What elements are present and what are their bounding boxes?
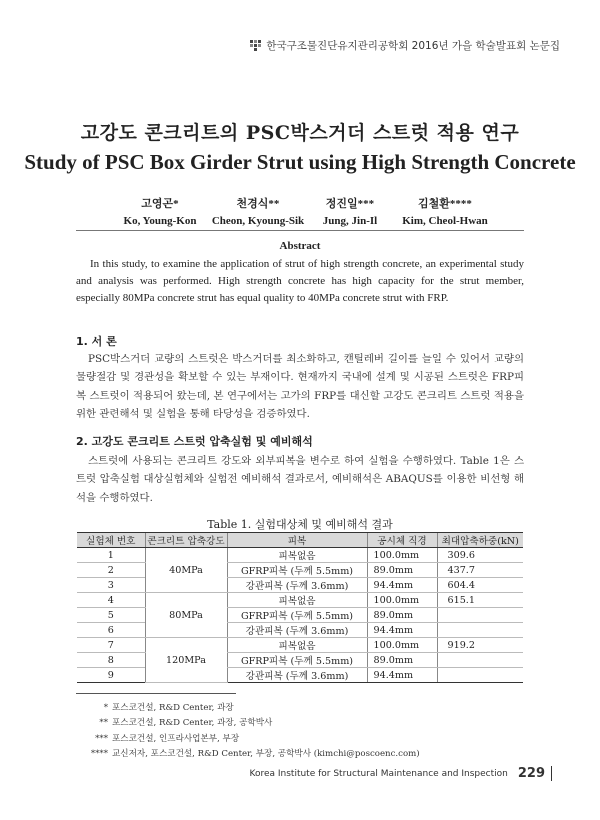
max-load — [437, 653, 523, 668]
footnote-mark: * — [103, 703, 108, 713]
specimen-diameter: 89.0mm — [367, 608, 437, 623]
specimen-no: 8 — [77, 653, 145, 668]
footnote-text: 포스코건설, R&D Center, 과장, 공학박사 — [112, 718, 273, 729]
max-load — [437, 608, 523, 623]
table-row — [77, 593, 523, 608]
table-row — [77, 668, 523, 683]
table-row — [77, 608, 523, 623]
column-header: 피복 — [227, 533, 367, 548]
concrete-strength: 40MPa — [145, 548, 227, 593]
section-heading: 1. 서 론 — [76, 335, 117, 348]
author-name-en: Kim, Cheol-Hwan — [402, 215, 488, 227]
column-header: 공시체 직경 — [367, 533, 437, 548]
divider — [76, 230, 524, 231]
specimen-diameter: 94.4mm — [367, 578, 437, 593]
specimen-diameter: 100.0mm — [367, 548, 437, 563]
author-name-ko: 고영곤* — [141, 198, 179, 210]
column-header: 콘크리트 압축강도 — [145, 533, 227, 548]
max-load: 604.4 — [437, 578, 523, 593]
section-paragraph: PSC박스거더 교량의 스트럿은 박스거더를 최소화하고, 캔틸레버 길이를 늘일 수 있어서 교량의 물량절감 및 경관성을 확보할 수 있는 부재이다. 현재까지 국내에 설계 및 시공된 스트럿은 FRP피복 스트럿이 적용되어 왔는데, 본 연구에서는 고가의 FRP를 대신할 고강도 콘크리트 스트럿 적용을 위한 관련해석 및 실험을 통해 타당성을 검증하였다. — [76, 353, 524, 420]
results-table — [77, 532, 523, 683]
footnote — [84, 701, 420, 716]
footnote — [84, 747, 420, 762]
cover-type: 피복없음 — [227, 638, 367, 653]
footnote-rule — [76, 693, 236, 694]
specimen-no: 5 — [77, 608, 145, 623]
cover-type: 강관피복 (두께 3.6mm) — [227, 623, 367, 638]
footnote-text: 포스코건설, 인프라사업본부, 부장 — [112, 733, 240, 744]
cover-type: GFRP피복 (두께 5.5mm) — [227, 563, 367, 578]
logo-icon — [250, 40, 262, 52]
column-header: 최대압축하중(kN) — [437, 533, 523, 548]
page-number: 229 — [518, 766, 552, 781]
cover-type: 피복없음 — [227, 548, 367, 563]
specimen-diameter: 89.0mm — [367, 563, 437, 578]
specimen-no: 1 — [77, 548, 145, 563]
table-row — [77, 578, 523, 593]
cover-type: 강관피복 (두께 3.6mm) — [227, 668, 367, 683]
specimen-diameter: 100.0mm — [367, 593, 437, 608]
table-row — [77, 653, 523, 668]
author-name-en: Jung, Jin-Il — [322, 215, 378, 227]
title-english: Study of PSC Box Girder Strut using High Strength Concrete — [24, 150, 576, 174]
footer-institute: Korea Institute for Structural Maintenance and Inspection — [249, 768, 508, 779]
abstract-heading: Abstract — [279, 240, 321, 252]
specimen-diameter: 89.0mm — [367, 653, 437, 668]
concrete-strength: 80MPa — [145, 593, 227, 638]
max-load — [437, 623, 523, 638]
author-name-en: Cheon, Kyoung-Sik — [211, 215, 305, 227]
max-load: 437.7 — [437, 563, 523, 578]
specimen-no: 6 — [77, 623, 145, 638]
author-2 — [200, 195, 316, 227]
page-footer — [250, 766, 553, 781]
max-load: 919.2 — [437, 638, 523, 653]
specimen-no: 9 — [77, 668, 145, 683]
footnote-text: 교신저자, 포스코건설, R&D Center, 부장, 공학박사 (kimchi@poscoenc.com) — [112, 749, 420, 760]
specimen-diameter: 94.4mm — [367, 668, 437, 683]
specimen-diameter: 100.0mm — [367, 638, 437, 653]
cover-type: GFRP피복 (두께 5.5mm) — [227, 653, 367, 668]
specimen-no: 7 — [77, 638, 145, 653]
cover-type: 피복없음 — [227, 593, 367, 608]
footnote — [84, 716, 420, 731]
footnote — [84, 732, 420, 747]
specimen-diameter: 94.4mm — [367, 623, 437, 638]
footnote-mark: ** — [99, 718, 108, 729]
author-4 — [385, 195, 505, 227]
max-load — [437, 668, 523, 683]
table-row — [77, 638, 523, 653]
max-load: 309.6 — [437, 548, 523, 563]
running-header — [250, 38, 560, 53]
table-header-row — [77, 533, 523, 548]
specimen-no: 3 — [77, 578, 145, 593]
table-caption: Table 1. 실험대상체 및 예비해석 결과 — [207, 518, 393, 531]
max-load: 615.1 — [437, 593, 523, 608]
footnote-mark: **** — [90, 749, 108, 760]
footnote-text: 포스코건설, R&D Center, 과장 — [112, 703, 234, 713]
footnotes — [84, 701, 420, 763]
title-korean: 고강도 콘크리트의 PSC박스거더 스트럿 적용 연구 — [80, 122, 520, 144]
author-name-ko: 정진일*** — [325, 198, 375, 210]
table-row — [77, 548, 523, 563]
author-name-ko: 김철환**** — [418, 198, 472, 210]
author-name-ko: 천경식** — [236, 198, 280, 210]
footnote-mark: *** — [95, 733, 108, 744]
specimen-no: 2 — [77, 563, 145, 578]
abstract-body: In this study, to examine the application of strut of high strength concrete, an experimental study and analysis was performed. High strength concrete has high capacity for the strut member, especially 80MPa concrete strut has equal quality to 40MPa concrete strut with FRP. — [76, 258, 524, 304]
specimen-no: 4 — [77, 593, 145, 608]
author-name-en: Ko, Young-Kon — [123, 215, 197, 227]
author-1 — [108, 195, 212, 227]
cover-type: GFRP피복 (두께 5.5mm) — [227, 608, 367, 623]
table-row — [77, 623, 523, 638]
concrete-strength: 120MPa — [145, 638, 227, 683]
cover-type: 강관피복 (두께 3.6mm) — [227, 578, 367, 593]
table-row — [77, 563, 523, 578]
journal-name: 한국구조물진단유지관리공학회 2016년 가을 학술발표회 논문집 — [266, 40, 560, 52]
section-heading: 2. 고강도 콘크리트 스트럿 압축실험 및 예비해석 — [76, 435, 313, 448]
column-header: 실험체 번호 — [77, 533, 145, 548]
section-paragraph: 스트럿에 사용되는 콘크리트 강도와 외부피복을 변수로 하여 실험을 수행하였다. Table 1은 스트럿 압축실험 대상실험체와 실험전 예비해석 결과로서, 예비해석은 ABAQUS를 이용한 비선형 해석을 수행하였다. — [76, 455, 524, 504]
